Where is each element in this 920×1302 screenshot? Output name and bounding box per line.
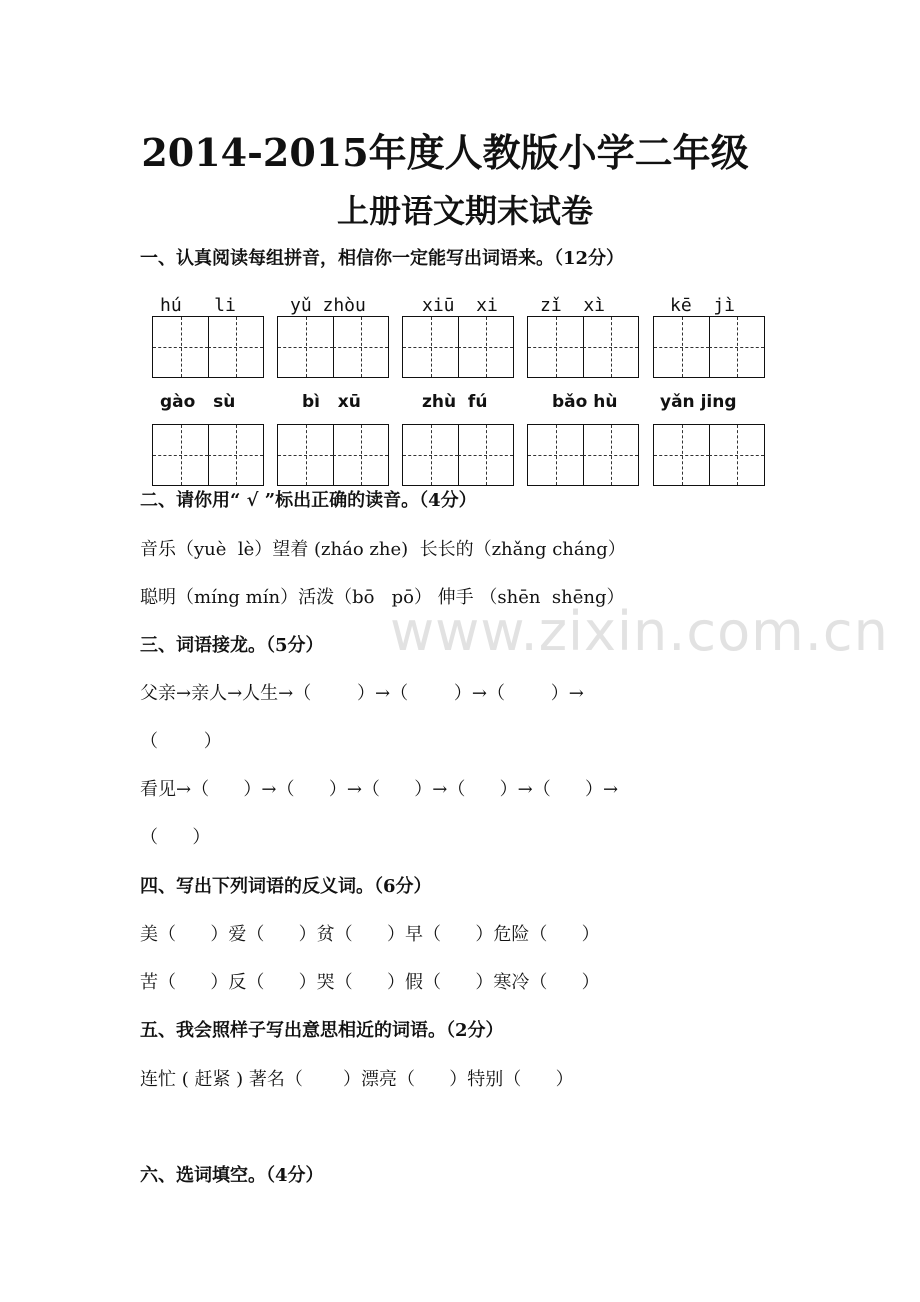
section4-line: 苦（ ）反（ ）哭（ ）假（ ）寒冷（ ） — [140, 972, 600, 993]
section3-line: 看见→（ ）→（ ）→（ ）→（ ）→（ ）→ — [140, 779, 619, 800]
writing-grid[interactable] — [277, 424, 389, 486]
pinyin-label: kē jì — [670, 295, 736, 316]
writing-grid[interactable] — [277, 316, 389, 378]
writing-grid[interactable] — [402, 316, 514, 378]
writing-grid[interactable] — [527, 316, 639, 378]
writing-grid[interactable] — [152, 424, 264, 486]
watermark: www.zixin.com.cn — [390, 600, 889, 663]
writing-grid[interactable] — [527, 424, 639, 486]
pinyin-label: xiū xi — [422, 295, 498, 316]
pinyin-label: bǎo hù — [552, 392, 618, 412]
section2-heading: 二、请你用“ √ ”标出正确的读音。（4分） — [140, 490, 477, 511]
writing-grid[interactable] — [653, 316, 765, 378]
pinyin-label: bì xū — [302, 392, 361, 412]
writing-grid[interactable] — [402, 424, 514, 486]
section4-line: 美（ ）爱（ ）贫（ ）早（ ）危险（ ） — [140, 924, 600, 945]
section3-line: 父亲→亲人→人生→（ ）→（ ）→（ ）→ — [140, 683, 584, 704]
page-subtitle: 上册语文期末试卷 — [336, 192, 593, 230]
section2-line: 聪明（míng mín）活泼（bō pō） 伸手 （shēn shēng） — [140, 587, 625, 608]
section3-line: （ ） — [140, 827, 211, 848]
pinyin-label: yǎn jing — [660, 392, 737, 412]
section4-heading: 四、写出下列词语的反义词。（6分） — [140, 876, 432, 897]
section3-heading: 三、词语接龙。（5分） — [140, 635, 324, 656]
section6-heading: 六、选词填空。（4分） — [140, 1165, 324, 1186]
writing-grid[interactable] — [152, 316, 264, 378]
section5-heading: 五、我会照样子写出意思相近的词语。（2分） — [140, 1020, 504, 1041]
pinyin-label: zǐ xì — [540, 295, 606, 316]
section5-line: 连忙 ( 赶紧 ) 著名（ ）漂亮（ ）特别（ ） — [140, 1069, 574, 1090]
pinyin-label: zhù fú — [422, 392, 488, 412]
writing-grid[interactable] — [653, 424, 765, 486]
pinyin-label: yǔ zhòu — [290, 295, 366, 316]
page-title: 2014-2015年度人教版小学二年级 — [141, 130, 749, 175]
section3-line: （ ） — [140, 731, 222, 752]
pinyin-label: hú li — [160, 295, 236, 316]
section2-line: 音乐（yuè lè）望着 (zháo zhe) 长长的（zhǎng cháng） — [140, 539, 626, 560]
pinyin-label: gào sù — [160, 392, 236, 412]
section1-heading: 一、认真阅读每组拼音，相信你一定能写出词语来。（12分） — [140, 248, 625, 269]
